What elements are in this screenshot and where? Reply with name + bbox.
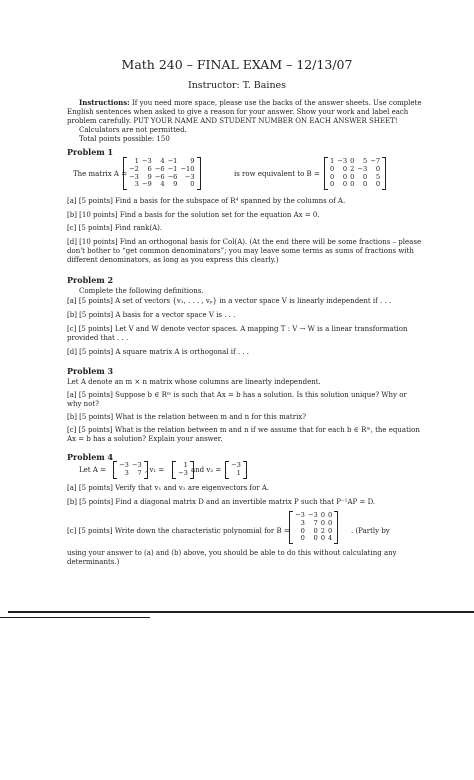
- problem-3a-line-1: [a] [5 points] Suppose b ∈ Rᵐ is such that Ax = b has a solution. Is this solution unique? Why or: [67, 391, 407, 399]
- matrix-entry: 0: [362, 172, 368, 181]
- problem-1-matrix-lead: The matrix A =: [73, 170, 128, 178]
- matrix-entry: 9: [147, 172, 152, 181]
- problem-2-heading: Problem 2: [67, 275, 114, 285]
- matrix-entry: −1: [167, 157, 178, 165]
- matrix-entry: 0: [375, 164, 381, 173]
- matrix-entry: 0: [350, 180, 355, 189]
- matrix-entry: 0: [313, 526, 318, 535]
- matrix-entry: −7: [370, 157, 381, 165]
- matrix-entry: −3: [178, 468, 188, 477]
- problem-1-row-equivalent-text: is row equivalent to B =: [234, 170, 320, 178]
- problem-1a: [a] [5 points] Find a basis for the subspace of R⁴ spanned by the columns of A.: [67, 197, 346, 205]
- bottom-rule-lower: [0, 617, 150, 618]
- instructions-text-1: If you need more space, please use the backs of the answer sheets. Use complete: [132, 99, 422, 107]
- instructions-line-4: Calculators are not permitted.: [79, 126, 187, 134]
- matrix-entry: 6: [147, 164, 152, 173]
- problem-4-heading: Problem 4: [67, 452, 114, 462]
- matrix-entry: −3: [184, 172, 195, 181]
- matrix-entry: 0: [375, 180, 381, 189]
- matrix-entry: −1: [167, 164, 178, 173]
- vector-v2: [225, 461, 247, 479]
- matrix-entry: −3: [119, 461, 129, 469]
- problem-3b: [b] [5 points] What is the relation between m and n for this matrix?: [67, 413, 307, 421]
- matrix-entry: 1: [134, 157, 139, 165]
- problem-4c-line-3: determinants.): [67, 558, 120, 566]
- matrix-entry: −10: [180, 164, 195, 173]
- instructions-line-1: [79, 99, 422, 108]
- matrix-entry: −3: [141, 157, 152, 165]
- instructions-line-2: English sentences when asked to give a reason for your answer. Show your work and label each: [67, 108, 409, 116]
- problem-3-heading: Problem 3: [67, 366, 114, 376]
- matrix-entry: 0: [300, 526, 305, 535]
- problem-3c-line-1: [c] [5 points] What is the relation between m and n if we assume that for each b ∈ Rᵐ, the equation: [67, 426, 420, 434]
- matrix-entry: −6: [154, 164, 165, 173]
- matrix-entry: −6: [167, 172, 178, 181]
- matrix-entry: 1: [183, 461, 188, 469]
- problem-2a: [a] [5 points] A set of vectors {v₁, . . . , vₚ} in a vector space V is linearly independent if . . .: [67, 297, 392, 305]
- matrix-entry: −3: [337, 157, 348, 165]
- problem-2-intro: Complete the following definitions.: [79, 287, 204, 295]
- problem-2c-line-1: [c] [5 points] Let V and W denote vector spaces. A mapping T : V → W is a linear transformation: [67, 325, 408, 333]
- matrix-entry: 0: [320, 518, 325, 527]
- problem-3-intro: Let A denote an m × n matrix whose columns are linearly independent.: [67, 378, 321, 386]
- instructions-line-5: Total points possible: 150: [79, 135, 170, 143]
- matrix-entry: −3: [231, 461, 241, 469]
- matrix-entry: 0: [327, 518, 333, 527]
- matrix-entry: −3: [357, 164, 368, 173]
- instructions-label: Instructions:: [79, 98, 130, 107]
- matrix-A-problem-4: [113, 461, 148, 479]
- problem-4c-line-2: using your answer to (a) and (b) above, you should be able to do this without calculating any: [67, 549, 397, 557]
- matrix-entry: 0: [327, 511, 333, 519]
- problem-1c: [c] [5 points] Find rank(A).: [67, 224, 163, 232]
- matrix-entry: 7: [313, 518, 318, 527]
- instructor-line: Instructor: T. Baines: [187, 80, 287, 91]
- matrix-entry: 3: [124, 468, 129, 477]
- problem-4a: [a] [5 points] Verify that v₁ and v₂ are eigenvectors for A.: [67, 484, 270, 492]
- matrix-entry: 0: [190, 180, 195, 189]
- matrix-entry: −9: [141, 180, 152, 189]
- problem-2b: [b] [5 points] A basis for a vector space V is . . .: [67, 311, 236, 319]
- matrix-entry: 0: [330, 164, 335, 173]
- matrix-entry: 0: [313, 534, 318, 543]
- matrix-entry: −6: [154, 172, 165, 181]
- matrix-entry: 0: [342, 164, 348, 173]
- matrix-entry: 4: [160, 180, 165, 189]
- problem-2d: [d] [5 points] A square matrix A is orthogonal if . . .: [67, 348, 249, 356]
- matrix-entry: 0: [342, 172, 348, 181]
- matrix-entry: 1: [236, 468, 241, 477]
- bottom-rule-upper: [8, 611, 474, 613]
- matrix-entry: 0: [330, 180, 335, 189]
- matrix-entry: 5: [362, 157, 368, 165]
- problem-4c-lead: [c] [5 points] Write down the characteristic polynomial for B =: [67, 527, 290, 535]
- problem-4-lead: Let A =: [79, 466, 106, 474]
- problem-4c-tail: . (Partly by: [351, 527, 390, 535]
- matrix-entry: 2: [350, 164, 355, 173]
- matrix-entry: 0: [350, 157, 355, 165]
- problem-4-v1-label: , v₁ =: [145, 466, 165, 474]
- matrix-entry: −3: [131, 461, 142, 469]
- instructions-line-3: problem carefully. PUT YOUR NAME AND STUDENT NUMBER ON EACH ANSWER SHEET!: [67, 117, 398, 125]
- matrix-entry: 4: [160, 157, 165, 165]
- matrix-B-problem-1: [324, 157, 386, 190]
- matrix-entry: 0: [320, 511, 325, 519]
- matrix-entry: 1: [330, 157, 335, 165]
- matrix-entry: −3: [307, 511, 318, 519]
- problem-3c-line-2: Ax = b has a solution? Explain your answer.: [67, 435, 223, 443]
- matrix-entry: 0: [300, 534, 305, 543]
- matrix-entry: −2: [129, 164, 139, 173]
- matrix-entry: −3: [295, 511, 305, 519]
- problem-1-heading: Problem 1: [67, 147, 114, 157]
- problem-1d-line-1: [d] [10 points] Find an orthogonal basis for Col(A). (At the end there will be some fractions – please: [67, 238, 422, 246]
- matrix-entry: 9: [190, 157, 195, 165]
- problem-1d-line-2: don't bother to “get common denominators”; you may leave some terms as sums of fractions with: [67, 247, 414, 255]
- problem-1d-line-3: different denominators, as long as you express this clearly.): [67, 256, 279, 264]
- matrix-entry: 0: [362, 180, 368, 189]
- matrix-A-problem-1: [123, 157, 201, 190]
- problem-1b: [b] [10 points] Find a basis for the solution set for the equation Ax = 0.: [67, 211, 320, 219]
- exam-title: Math 240 – FINAL EXAM – 12/13/07: [121, 57, 353, 72]
- matrix-entry: 0: [330, 172, 335, 181]
- matrix-entry: 3: [134, 180, 139, 189]
- matrix-entry: 7: [137, 468, 142, 477]
- matrix-entry: 0: [350, 172, 355, 181]
- matrix-entry: 5: [375, 172, 381, 181]
- matrix-entry: 0: [342, 180, 348, 189]
- matrix-entry: 9: [173, 180, 178, 189]
- problem-3a-line-2: why not?: [67, 400, 99, 408]
- problem-4-v2-label: and v₂ =: [191, 466, 222, 474]
- matrix-entry: 3: [300, 518, 305, 527]
- problem-4b: [b] [5 points] Find a diagonal matrix D and an invertible matrix P such that P⁻¹AP = D.: [67, 498, 376, 506]
- matrix-entry: 0: [320, 534, 325, 543]
- matrix-B-problem-4: [289, 511, 338, 544]
- matrix-entry: 0: [327, 526, 333, 535]
- problem-2c-line-2: provided that . . .: [67, 334, 129, 342]
- matrix-entry: 2: [320, 526, 325, 535]
- matrix-entry: −3: [129, 172, 139, 181]
- matrix-entry: 4: [327, 534, 333, 543]
